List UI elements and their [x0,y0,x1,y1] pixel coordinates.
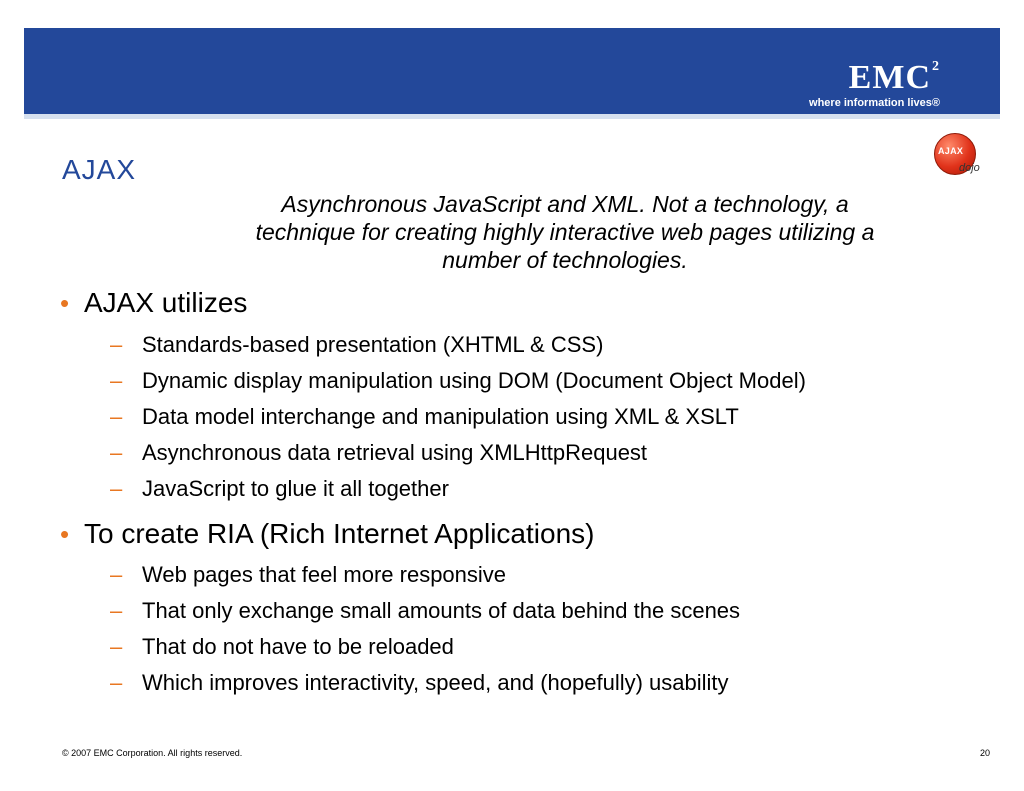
dash-icon: – [110,670,123,695]
page-number: 20 [980,748,991,758]
dash-icon: – [110,562,123,587]
bullet-ajax-utilizes [60,287,247,319]
list-item-text: Standards-based presentation (XHTML & CSS) [142,332,604,357]
subtitle-line: number of technologies. [442,247,688,273]
header-banner [24,28,1000,114]
list-item-text: That only exchange small amounts of data behind the scenes [142,598,741,623]
subtitle-line: Asynchronous JavaScript and XML. Not a technology, a [281,191,849,217]
emc-tagline: where information lives® [809,97,940,109]
dash-icon: – [110,598,123,623]
list-item [110,436,806,472]
list-item [110,364,806,400]
emc-logo-superscript: 2 [932,59,940,74]
emc-logo [809,50,940,109]
footer-copyright: © 2007 EMC Corporation. All rights reserved. [62,748,243,758]
emc-logo-text: EMC [848,59,931,96]
list-item-text: Dynamic display manipulation using DOM (Document Object Model) [142,368,806,393]
subtitle-line: technique for creating highly interactive web pages utilizing a [255,219,875,245]
list-item [110,594,740,630]
dash-icon: – [110,404,123,429]
list-item-text: Data model interchange and manipulation using XML & XSLT [142,404,739,429]
dash-icon: – [110,634,123,659]
bullet-create-ria [60,518,594,550]
bullet-dot-icon: • [60,288,70,318]
badge-sub-text: dojo [959,162,980,174]
dash-icon: – [110,368,123,393]
list-item-text: JavaScript to glue it all together [142,476,449,501]
list-item [110,472,806,508]
list-item [110,328,806,364]
dash-icon: – [110,332,123,357]
dash-icon: – [110,440,123,465]
list-item-text: Which improves interactivity, speed, and (hopefully) usability [142,670,729,695]
slide-subtitle [190,190,940,274]
badge-main-text: AJAX [938,146,964,156]
list-item [110,558,740,594]
list-item-text: Web pages that feel more responsive [142,562,507,587]
header-rule [24,114,1000,119]
bullet-dot-icon: • [60,519,70,549]
ajax-dojo-icon [934,133,978,177]
ajax-utilizes-list [110,328,806,508]
list-item-text: That do not have to be reloaded [142,634,454,659]
dash-icon: – [110,476,123,501]
slide-title: AJAX [62,154,137,185]
list-item [110,666,740,702]
create-ria-list [110,558,740,702]
bullet-heading: AJAX utilizes [84,287,248,318]
bullet-heading: To create RIA (Rich Internet Applications) [84,518,595,549]
list-item [110,630,740,666]
list-item [110,400,806,436]
list-item-text: Asynchronous data retrieval using XMLHttpRequest [142,440,648,465]
